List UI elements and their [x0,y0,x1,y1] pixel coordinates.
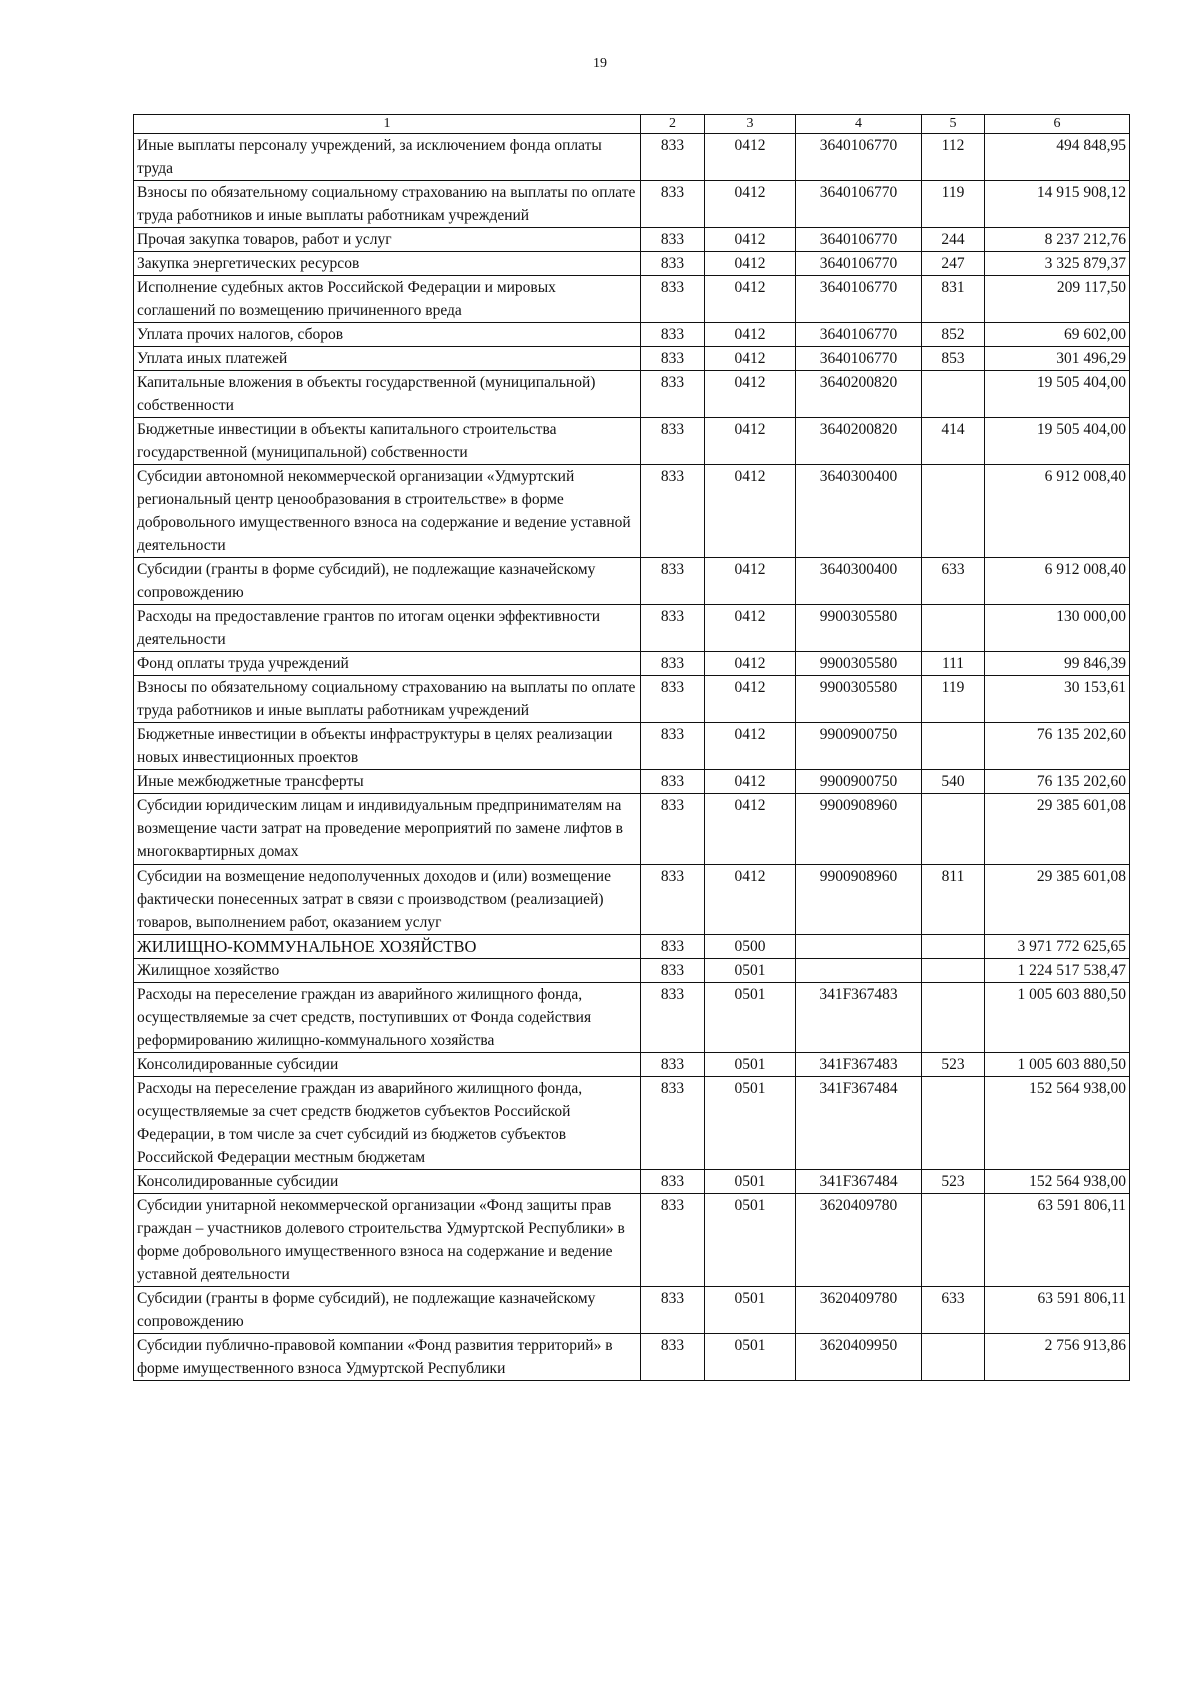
section-cell: 0412 [705,418,796,465]
grbs-cell: 833 [641,959,705,983]
target-article-cell: 3640300400 [796,558,922,605]
target-article-cell: 9900305580 [796,652,922,676]
table-row [134,723,1130,770]
amount-cell: 3 971 772 625,65 [985,935,1130,959]
amount-cell: 63 591 806,11 [985,1287,1130,1334]
table-row [134,983,1130,1053]
column-header: 5 [922,115,985,134]
row-name-cell: Иные межбюджетные трансферты [134,770,641,794]
row-name-cell: Жилищное хозяйство [134,959,641,983]
section-cell: 0501 [705,983,796,1053]
section-cell: 0501 [705,1287,796,1334]
target-article-cell: 3620409950 [796,1334,922,1381]
grbs-cell: 833 [641,134,705,181]
page-number: 19 [593,56,607,71]
target-article-cell [796,959,922,983]
column-header: 1 [134,115,641,134]
target-article-cell: 3640106770 [796,323,922,347]
target-article-cell: 341F367483 [796,1053,922,1077]
grbs-cell: 833 [641,865,705,935]
target-article-cell: 9900305580 [796,605,922,652]
amount-cell: 6 912 008,40 [985,558,1130,605]
target-article-cell: 3640300400 [796,465,922,558]
amount-cell: 63 591 806,11 [985,1194,1130,1287]
expense-type-cell: 540 [922,770,985,794]
row-name-cell: Бюджетные инвестиции в объекты инфраструктуры в целях реализации новых инвестиционных проектов [134,723,641,770]
amount-cell: 29 385 601,08 [985,794,1130,865]
amount-cell: 301 496,29 [985,347,1130,371]
expense-type-cell: 831 [922,276,985,323]
grbs-cell: 833 [641,558,705,605]
section-cell: 0501 [705,1194,796,1287]
target-article-cell: 341F367483 [796,983,922,1053]
amount-cell: 2 756 913,86 [985,1334,1130,1381]
amount-cell: 76 135 202,60 [985,723,1130,770]
grbs-cell: 833 [641,1287,705,1334]
grbs-cell: 833 [641,371,705,418]
expense-type-cell [922,959,985,983]
grbs-cell: 833 [641,276,705,323]
amount-cell: 1 005 603 880,50 [985,1053,1130,1077]
amount-cell: 130 000,00 [985,605,1130,652]
row-name-cell: Субсидии унитарной некоммерческой организации «Фонд защиты прав граждан – участников долевого строительства Удмуртской Республики» в форме добровольного имущественного взноса на содержание и ведение уставной деятельности [134,1194,641,1287]
grbs-cell: 833 [641,983,705,1053]
target-article-cell: 3620409780 [796,1194,922,1287]
section-cell: 0412 [705,181,796,228]
row-name-cell: Фонд оплаты труда учреждений [134,652,641,676]
amount-cell: 30 153,61 [985,676,1130,723]
table-row [134,418,1130,465]
expense-type-cell: 853 [922,347,985,371]
table-row [134,347,1130,371]
section-cell: 0412 [705,252,796,276]
row-name-cell: Исполнение судебных актов Российской Федерации и мировых соглашений по возмещению причиненного вреда [134,276,641,323]
section-cell: 0501 [705,1170,796,1194]
expense-type-cell [922,983,985,1053]
expense-type-cell: 414 [922,418,985,465]
table-row [134,1334,1130,1381]
row-name-cell: Расходы на переселение граждан из аварийного жилищного фонда, осуществляемые за счет средств, поступивших от Фонда содействия реформированию жилищно-коммунального хозяйства [134,983,641,1053]
column-header: 2 [641,115,705,134]
table-row [134,605,1130,652]
row-name-cell: Консолидированные субсидии [134,1170,641,1194]
section-cell: 0412 [705,276,796,323]
table-header-row [134,115,1130,134]
section-cell: 0412 [705,652,796,676]
row-name-cell: Иные выплаты персоналу учреждений, за исключением фонда оплаты труда [134,134,641,181]
section-cell: 0501 [705,1334,796,1381]
expense-type-cell: 119 [922,676,985,723]
target-article-cell: 341F367484 [796,1077,922,1170]
target-article-cell: 3620409780 [796,1287,922,1334]
target-article-cell: 3640200820 [796,371,922,418]
grbs-cell: 833 [641,935,705,959]
expense-type-cell [922,465,985,558]
grbs-cell: 833 [641,181,705,228]
row-name-cell: Прочая закупка товаров, работ и услуг [134,228,641,252]
grbs-cell: 833 [641,723,705,770]
section-cell: 0412 [705,134,796,181]
section-cell: 0412 [705,794,796,865]
row-name-cell: Уплата иных платежей [134,347,641,371]
grbs-cell: 833 [641,676,705,723]
section-cell: 0501 [705,1053,796,1077]
amount-cell: 152 564 938,00 [985,1077,1130,1170]
table-row [134,652,1130,676]
section-cell: 0412 [705,770,796,794]
row-name-cell: Взносы по обязательному социальному страхованию на выплаты по оплате труда работников и иные выплаты работникам учреждений [134,676,641,723]
budget-table [133,114,1130,1381]
table-row [134,181,1130,228]
target-article-cell: 9900908960 [796,865,922,935]
section-cell: 0412 [705,347,796,371]
target-article-cell: 3640106770 [796,252,922,276]
table-row [134,959,1130,983]
row-name-cell: Уплата прочих налогов, сборов [134,323,641,347]
table-row [134,134,1130,181]
expense-type-cell: 633 [922,1287,985,1334]
target-article-cell: 3640106770 [796,228,922,252]
amount-cell: 19 505 404,00 [985,418,1130,465]
row-name-cell: Субсидии на возмещение недополученных доходов и (или) возмещение фактически понесенных затрат в связи с производством (реализацией) товаров, выполнением работ, оказанием услуг [134,865,641,935]
table-row [134,1053,1130,1077]
amount-cell: 8 237 212,76 [985,228,1130,252]
column-header: 3 [705,115,796,134]
table-row [134,794,1130,865]
row-name-cell: Бюджетные инвестиции в объекты капитального строительства государственной (муниципальной) собственности [134,418,641,465]
row-name-cell: Капитальные вложения в объекты государственной (муниципальной) собственности [134,371,641,418]
expense-type-cell [922,935,985,959]
section-cell: 0501 [705,1077,796,1170]
expense-type-cell [922,371,985,418]
section-cell: 0501 [705,959,796,983]
section-cell: 0412 [705,371,796,418]
grbs-cell: 833 [641,1334,705,1381]
target-article-cell: 9900900750 [796,723,922,770]
amount-cell: 19 505 404,00 [985,371,1130,418]
row-name-cell: Расходы на переселение граждан из аварийного жилищного фонда, осуществляемые за счет средств бюджетов субъектов Российской Федерации, в том числе за счет субсидий из бюджетов субъектов Российской Федерации местным бюджетам [134,1077,641,1170]
target-article-cell: 3640106770 [796,181,922,228]
target-article-cell: 3640106770 [796,276,922,323]
expense-type-cell [922,794,985,865]
expense-type-cell: 633 [922,558,985,605]
table-row [134,1287,1130,1334]
expense-type-cell [922,1334,985,1381]
table-row [134,676,1130,723]
expense-type-cell: 119 [922,181,985,228]
section-cell: 0412 [705,865,796,935]
expense-type-cell [922,1077,985,1170]
table-row [134,1194,1130,1287]
expense-type-cell: 112 [922,134,985,181]
target-article-cell: 341F367484 [796,1170,922,1194]
grbs-cell: 833 [641,1170,705,1194]
amount-cell: 209 117,50 [985,276,1130,323]
section-cell: 0500 [705,935,796,959]
grbs-cell: 833 [641,323,705,347]
row-name-cell: Расходы на предоставление грантов по итогам оценки эффективности деятельности [134,605,641,652]
grbs-cell: 833 [641,605,705,652]
amount-cell: 6 912 008,40 [985,465,1130,558]
row-name-cell: Субсидии (гранты в форме субсидий), не подлежащие казначейскому сопровождению [134,1287,641,1334]
row-name-cell: Субсидии (гранты в форме субсидий), не подлежащие казначейскому сопровождению [134,558,641,605]
target-article-cell [796,935,922,959]
amount-cell: 69 602,00 [985,323,1130,347]
section-cell: 0412 [705,465,796,558]
target-article-cell: 3640106770 [796,347,922,371]
table-row [134,865,1130,935]
grbs-cell: 833 [641,770,705,794]
table-row [134,558,1130,605]
target-article-cell: 9900900750 [796,770,922,794]
grbs-cell: 833 [641,1194,705,1287]
grbs-cell: 833 [641,228,705,252]
grbs-cell: 833 [641,418,705,465]
table-row [134,770,1130,794]
amount-cell: 3 325 879,37 [985,252,1130,276]
expense-type-cell: 811 [922,865,985,935]
table-row [134,323,1130,347]
row-name-cell: Закупка энергетических ресурсов [134,252,641,276]
amount-cell: 99 846,39 [985,652,1130,676]
grbs-cell: 833 [641,252,705,276]
table-row [134,228,1130,252]
expense-type-cell: 247 [922,252,985,276]
grbs-cell: 833 [641,1077,705,1170]
table-row [134,276,1130,323]
row-name-cell: Взносы по обязательному социальному страхованию на выплаты по оплате труда работников и иные выплаты работникам учреждений [134,181,641,228]
expense-type-cell: 244 [922,228,985,252]
section-cell: 0412 [705,605,796,652]
grbs-cell: 833 [641,652,705,676]
row-name-cell: Субсидии автономной некоммерческой организации «Удмуртский региональный центр ценообразования в строительстве» в форме добровольного имущественного взноса на содержание и ведение уставной деятельности [134,465,641,558]
row-name-cell: Консолидированные субсидии [134,1053,641,1077]
expense-type-cell: 111 [922,652,985,676]
expense-type-cell [922,723,985,770]
expense-type-cell: 523 [922,1053,985,1077]
column-header: 4 [796,115,922,134]
table-row [134,1170,1130,1194]
table-row [134,371,1130,418]
expense-type-cell: 523 [922,1170,985,1194]
table-body [134,134,1130,1381]
expense-type-cell [922,605,985,652]
amount-cell: 29 385 601,08 [985,865,1130,935]
amount-cell: 494 848,95 [985,134,1130,181]
table-row [134,465,1130,558]
column-header: 6 [985,115,1130,134]
amount-cell: 152 564 938,00 [985,1170,1130,1194]
section-cell: 0412 [705,558,796,605]
target-article-cell: 9900305580 [796,676,922,723]
section-cell: 0412 [705,323,796,347]
amount-cell: 1 005 603 880,50 [985,983,1130,1053]
expense-type-cell [922,1194,985,1287]
row-name-cell: Субсидии юридическим лицам и индивидуальным предпринимателям на возмещение части затрат на проведение мероприятий по замене лифтов в многоквартирных домах [134,794,641,865]
grbs-cell: 833 [641,347,705,371]
section-cell: 0412 [705,676,796,723]
amount-cell: 76 135 202,60 [985,770,1130,794]
table-row [134,252,1130,276]
section-cell: 0412 [705,228,796,252]
expense-type-cell: 852 [922,323,985,347]
grbs-cell: 833 [641,794,705,865]
table-row [134,1077,1130,1170]
grbs-cell: 833 [641,1053,705,1077]
grbs-cell: 833 [641,465,705,558]
section-cell: 0412 [705,723,796,770]
table-row [134,935,1130,959]
row-name-cell: ЖИЛИЩНО-КОММУНАЛЬНОЕ ХОЗЯЙСТВО [134,935,641,959]
target-article-cell: 9900908960 [796,794,922,865]
target-article-cell: 3640106770 [796,134,922,181]
target-article-cell: 3640200820 [796,418,922,465]
amount-cell: 14 915 908,12 [985,181,1130,228]
amount-cell: 1 224 517 538,47 [985,959,1130,983]
row-name-cell: Субсидии публично-правовой компании «Фонд развития территорий» в форме имущественного взноса Удмуртской Республики [134,1334,641,1381]
